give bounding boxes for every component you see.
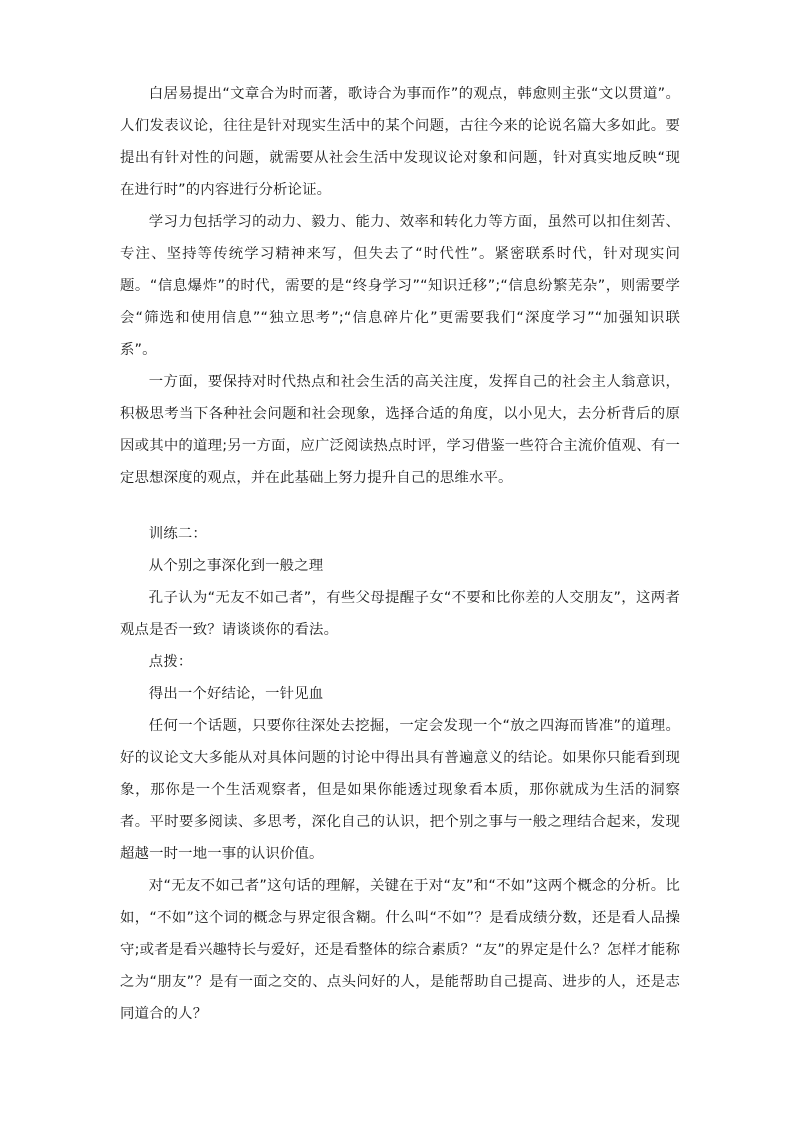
paragraph-bai-juyi: 白居易提出“文章合为时而著，歌诗合为事而作”的观点，韩愈则主张“文以贯道”。人们发表议论，往往是针对现实生活中的某个问题，古往今来的论说名篇大多如此。要提出有针对性的问题，就需要从社会生活中发现议论对象和问题，针对真实地反映“现在进行时”的内容进行分析论证。 (120, 86, 680, 198)
training-section (120, 518, 680, 1030)
hint-label: 点拨： (148, 654, 193, 670)
paragraph-learning-power: 学习力包括学习的动力、毅力、能力、效率和转化力等方面，虽然可以扣住刻苦、专注、坚持等传统学习精神来写，但失去了“时代性”。紧密联系时代，针对现实问题。“信息爆炸”的时代，需要的是“终身学习”“知识迁移”;“信息纷繁芜杂”，则需要学会“筛选和使用信息”“独立思考”;“信息碎片化”更需要我们“深度学习”“加强知识联系”。 (120, 214, 680, 358)
top-section (120, 78, 680, 494)
paragraph-friend-analysis: 对“无友不如己者”这句话的理解，关键在于对“友”和“不如”这两个概念的分析。比如，“不如”这个词的概念与界定很含糊。什么叫“不如”？是看成绩分数，还是看人品操守;或者是看兴趣特长与爱好，还是看整体的综合素质？“友”的界定是什么？怎样才能称之为“朋友”？是有一面之交的、点头问好的人，是能帮助自己提高、进步的人，还是志同道合的人？ (120, 878, 680, 1022)
hint-heading: 得出一个好结论，一针见血 (148, 686, 324, 702)
paragraph-one-aspect: 一方面，要保持对时代热点和社会生活的高关注度，发挥自己的社会主人翁意识，积极思考当下各种社会问题和社会现象，选择合适的角度，以小见大，去分析背后的原因或其中的道理;另一方面，应广泛阅读热点时评，学习借鉴一些符合主流价值观、有一定思想深度的观点，并在此基础上努力提升自己的思维水平。 (120, 374, 680, 486)
paragraph-any-topic: 任何一个话题，只要你往深处去挖掘，一定会发现一个“放之四海而皆准”的道理。好的议论文大多能从对具体问题的讨论中得出具有普遍意义的结论。如果你只能看到现象，那你是一个生活观察者，但是如果你能透过现象看本质，那你就成为生活的洞察者。平时要多阅读、多思考，深化自己的认识，把个别之事与一般之理结合起来，发现超越一时一地一事的认识价值。 (120, 718, 680, 862)
training-question: 孔子认为“无友不如己者”，有些父母提醒子女“不要和比你差的人交朋友”，这两者观点是否一致？请谈谈你的看法。 (120, 590, 680, 638)
training-subtitle: 从个别之事深化到一般之理 (148, 558, 324, 574)
training-label: 训练二： (148, 526, 207, 542)
